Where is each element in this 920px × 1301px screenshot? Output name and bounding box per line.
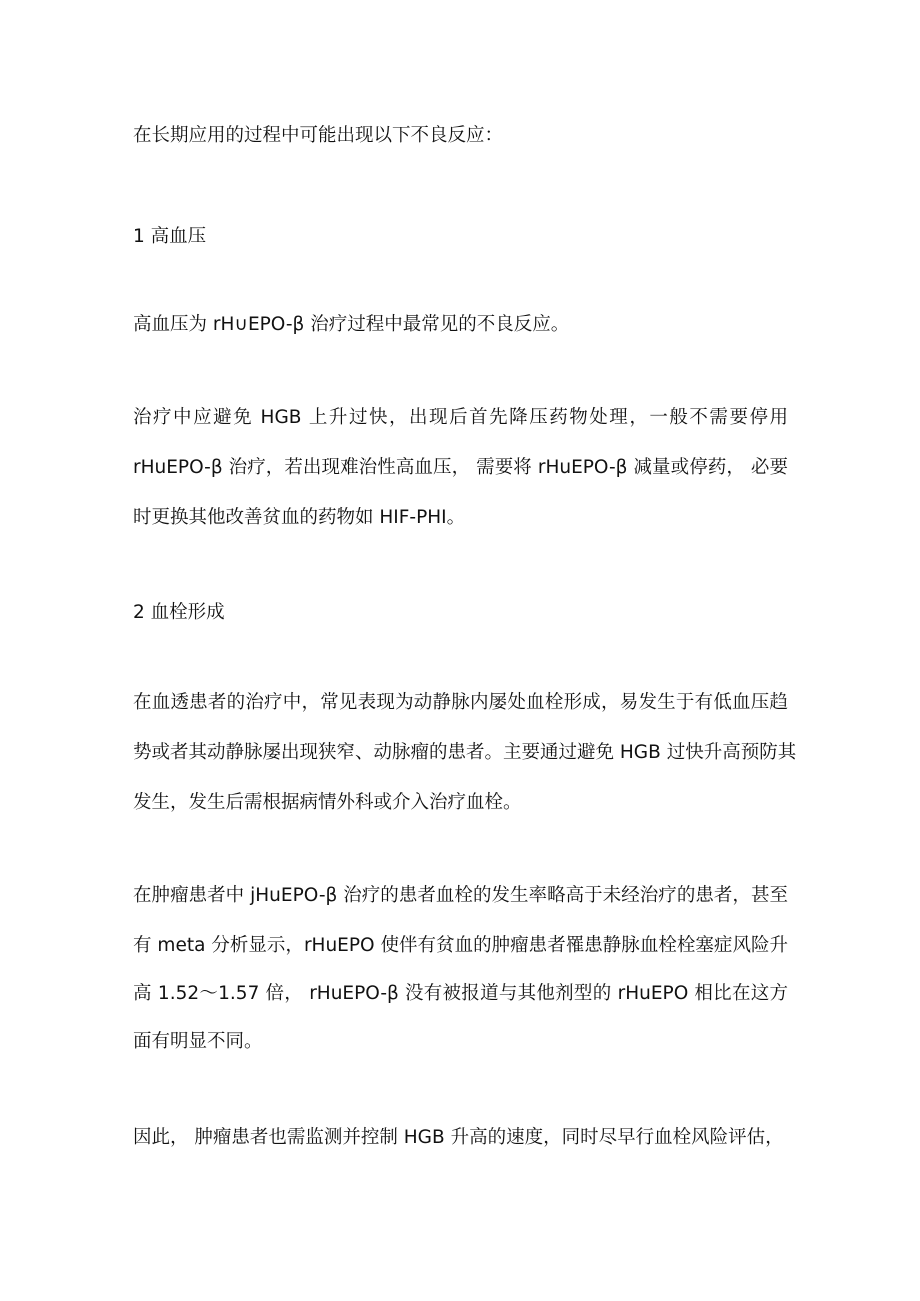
paragraph-line: 时更换其他改善贫血的药物如 HIF-PHI。: [133, 507, 466, 528]
section-heading-thrombosis: 2 血栓形成: [133, 602, 225, 623]
paragraph-line: rHuEPO-β 治疗，若出现难治性高血压， 需要将 rHuEPO-β 减量或停药， 必要: [133, 457, 788, 478]
paragraph-hypertension-common: 高血压为 rH∪EPO-β 治疗过程中最常见的不良反应。: [133, 314, 570, 335]
intro-text: 在长期应用的过程中可能出现以下不良反应：: [133, 125, 504, 146]
paragraph-line: 治疗中应避免 HGB 上升过快，出现后首先降压药物处理，一般不需要停用: [133, 407, 788, 428]
paragraph-line: 高 1.52～1.57 倍， rHuEPO-β 没有被报道与其他剂型的 rHuEPO 相比在这方: [133, 983, 788, 1004]
paragraph-line: 在肿瘤患者中 jHuEPO-β 治疗的患者血栓的发生率略高于未经治疗的患者，甚至: [133, 885, 788, 906]
paragraph-line: 因此， 肿瘤患者也需监测并控制 HGB 升高的速度，同时尽早行血栓风险评估，: [133, 1127, 784, 1148]
paragraph-line: 面有明显不同。: [133, 1031, 263, 1052]
section-heading-hypertension: 1 高血压: [133, 226, 207, 247]
paragraph-line: 在血透患者的治疗中，常见表现为动静脉内屡处血栓形成，易发生于有低血压趋: [133, 692, 788, 713]
paragraph-line: 发生，发生后需根据病情外科或介入治疗血栓。: [133, 792, 522, 813]
paragraph-line: 势或者其动静脉屡出现狭窄、动脉瘤的患者。主要通过避免 HGB 过快升高预防其: [133, 742, 797, 763]
paragraph-line: 有 meta 分析显示，rHuEPO 使伴有贫血的肿瘤患者罹患静脉血栓栓塞症风险升: [133, 935, 788, 956]
